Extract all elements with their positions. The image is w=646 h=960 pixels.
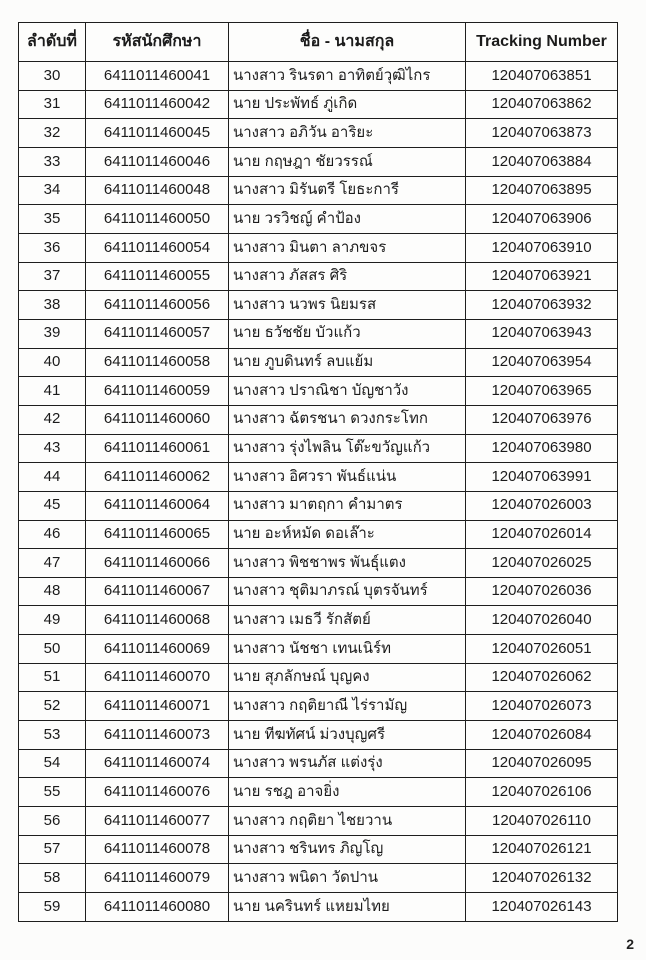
tracking-number-cell: 120407063954 [466, 348, 618, 377]
name-cell: นาย รชฎ อาจยิ่ง [229, 778, 466, 807]
tracking-number-cell: 120407063991 [466, 463, 618, 492]
tracking-number-cell: 120407026014 [466, 520, 618, 549]
header-tracking-number: Tracking Number [466, 23, 618, 62]
name-cell: นางสาว พรนภัส แต่งรุ่ง [229, 749, 466, 778]
name-cell: นาย ประพัทธ์ ภู่เกิด [229, 90, 466, 119]
tracking-number-cell: 120407026132 [466, 864, 618, 893]
student-id-cell: 6411011460071 [86, 692, 229, 721]
table-row [19, 778, 618, 807]
student-id-cell: 6411011460077 [86, 807, 229, 836]
student-id-cell: 6411011460067 [86, 577, 229, 606]
order-cell: 35 [19, 205, 86, 234]
table-header [19, 23, 618, 62]
name-cell: นาย ธวัชชัย บัวแก้ว [229, 319, 466, 348]
order-cell: 36 [19, 233, 86, 262]
order-cell: 33 [19, 147, 86, 176]
table-row [19, 319, 618, 348]
order-cell: 50 [19, 635, 86, 664]
name-cell: นางสาว ชุติมาภรณ์ บุตรจันทร์ [229, 577, 466, 606]
name-cell: นางสาว รินรดา อาทิตย์วุฒิไกร [229, 62, 466, 91]
tracking-number-cell: 120407063884 [466, 147, 618, 176]
student-id-cell: 6411011460070 [86, 663, 229, 692]
tracking-number-cell: 120407026143 [466, 893, 618, 922]
header-name: ชื่อ - นามสกุล [229, 23, 466, 62]
table-row [19, 176, 618, 205]
student-id-cell: 6411011460080 [86, 893, 229, 922]
order-cell: 46 [19, 520, 86, 549]
student-id-cell: 6411011460076 [86, 778, 229, 807]
table-row [19, 835, 618, 864]
student-id-cell: 6411011460066 [86, 549, 229, 578]
name-cell: นางสาว กฤติยาณี ไร่รามัญ [229, 692, 466, 721]
header-order: ลำดับที่ [19, 23, 86, 62]
student-id-cell: 6411011460062 [86, 463, 229, 492]
tracking-number-cell: 120407026062 [466, 663, 618, 692]
table-row [19, 635, 618, 664]
order-cell: 37 [19, 262, 86, 291]
table-row [19, 233, 618, 262]
student-id-cell: 6411011460045 [86, 119, 229, 148]
name-cell: นางสาว ชรินทร ภิญโญ [229, 835, 466, 864]
tracking-number-cell: 120407063862 [466, 90, 618, 119]
order-cell: 43 [19, 434, 86, 463]
table-row [19, 692, 618, 721]
tracking-number-cell: 120407026040 [466, 606, 618, 635]
student-id-cell: 6411011460048 [86, 176, 229, 205]
order-cell: 32 [19, 119, 86, 148]
name-cell: นางสาว มิรันตรี โยธะการี [229, 176, 466, 205]
order-cell: 44 [19, 463, 86, 492]
table-row [19, 606, 618, 635]
student-id-cell: 6411011460073 [86, 721, 229, 750]
tracking-number-cell: 120407026110 [466, 807, 618, 836]
name-cell: นาย สุภลักษณ์ บุญคง [229, 663, 466, 692]
tracking-number-cell: 120407063910 [466, 233, 618, 262]
table-row [19, 348, 618, 377]
tracking-number-cell: 120407026025 [466, 549, 618, 578]
header-row [19, 23, 618, 62]
name-cell: นาย ภูบดินทร์ ลบแย้ม [229, 348, 466, 377]
table-row [19, 262, 618, 291]
tracking-number-cell: 120407026084 [466, 721, 618, 750]
student-id-cell: 6411011460046 [86, 147, 229, 176]
name-cell: นางสาว พนิดา วัดปาน [229, 864, 466, 893]
name-cell: นางสาว มาตฤกา คำมาตร [229, 491, 466, 520]
table-row [19, 405, 618, 434]
name-cell: นางสาว ปราณิชา บัญชาวัง [229, 377, 466, 406]
table-row [19, 291, 618, 320]
tracking-number-cell: 120407063965 [466, 377, 618, 406]
tracking-number-cell: 120407026106 [466, 778, 618, 807]
table-row [19, 463, 618, 492]
student-id-cell: 6411011460079 [86, 864, 229, 893]
student-id-cell: 6411011460064 [86, 491, 229, 520]
table-row [19, 62, 618, 91]
tracking-number-cell: 120407063932 [466, 291, 618, 320]
order-cell: 56 [19, 807, 86, 836]
student-id-cell: 6411011460054 [86, 233, 229, 262]
table-body [19, 62, 618, 922]
order-cell: 34 [19, 176, 86, 205]
tracking-number-cell: 120407063976 [466, 405, 618, 434]
order-cell: 41 [19, 377, 86, 406]
order-cell: 55 [19, 778, 86, 807]
student-id-cell: 6411011460059 [86, 377, 229, 406]
table-row [19, 434, 618, 463]
student-id-cell: 6411011460042 [86, 90, 229, 119]
name-cell: นางสาว พิชชาพร พันธุ์แตง [229, 549, 466, 578]
name-cell: นางสาว ภัสสร ศิริ [229, 262, 466, 291]
order-cell: 42 [19, 405, 86, 434]
student-id-cell: 6411011460068 [86, 606, 229, 635]
student-id-cell: 6411011460065 [86, 520, 229, 549]
table-row [19, 520, 618, 549]
tracking-number-cell: 120407063943 [466, 319, 618, 348]
order-cell: 59 [19, 893, 86, 922]
student-id-cell: 6411011460041 [86, 62, 229, 91]
tracking-number-cell: 120407026121 [466, 835, 618, 864]
student-id-cell: 6411011460061 [86, 434, 229, 463]
order-cell: 39 [19, 319, 86, 348]
name-cell: นางสาว รุ่งไพลิน โต๊ะขวัญแก้ว [229, 434, 466, 463]
student-id-cell: 6411011460078 [86, 835, 229, 864]
name-cell: นาย กฤษฎา ชัยวรรณ์ [229, 147, 466, 176]
table-row [19, 119, 618, 148]
tracking-number-cell: 120407063873 [466, 119, 618, 148]
student-id-cell: 6411011460060 [86, 405, 229, 434]
table-row [19, 377, 618, 406]
student-id-cell: 6411011460074 [86, 749, 229, 778]
name-cell: นาย วรวิชญ์ คำป้อง [229, 205, 466, 234]
tracking-number-cell: 120407026036 [466, 577, 618, 606]
tracking-number-cell: 120407063851 [466, 62, 618, 91]
table-row [19, 147, 618, 176]
student-tracking-table [18, 22, 618, 922]
order-cell: 52 [19, 692, 86, 721]
table-row [19, 205, 618, 234]
order-cell: 45 [19, 491, 86, 520]
name-cell: นางสาว อิศวรา พันธ์แน่น [229, 463, 466, 492]
tracking-number-cell: 120407063906 [466, 205, 618, 234]
table-row [19, 864, 618, 893]
name-cell: นางสาว ฉัตรชนา ดวงกระโทก [229, 405, 466, 434]
tracking-number-cell: 120407026073 [466, 692, 618, 721]
order-cell: 53 [19, 721, 86, 750]
order-cell: 38 [19, 291, 86, 320]
table-row [19, 749, 618, 778]
order-cell: 47 [19, 549, 86, 578]
name-cell: นางสาว เมธวี รักสัตย์ [229, 606, 466, 635]
name-cell: นางสาว อภิวัน อาริยะ [229, 119, 466, 148]
table-row [19, 549, 618, 578]
table-row [19, 893, 618, 922]
table-row [19, 807, 618, 836]
name-cell: นางสาว นวพร นิยมรส [229, 291, 466, 320]
name-cell: นางสาว นัชชา เทนเนิร์ท [229, 635, 466, 664]
name-cell: นางสาว กฤติยา ไชยวาน [229, 807, 466, 836]
page-number: 2 [626, 936, 634, 952]
student-id-cell: 6411011460069 [86, 635, 229, 664]
table-row [19, 577, 618, 606]
order-cell: 40 [19, 348, 86, 377]
tracking-number-cell: 120407063980 [466, 434, 618, 463]
student-id-cell: 6411011460056 [86, 291, 229, 320]
tracking-number-cell: 120407026051 [466, 635, 618, 664]
order-cell: 30 [19, 62, 86, 91]
table-row [19, 663, 618, 692]
tracking-number-cell: 120407063895 [466, 176, 618, 205]
order-cell: 31 [19, 90, 86, 119]
student-id-cell: 6411011460050 [86, 205, 229, 234]
table-row [19, 721, 618, 750]
student-id-cell: 6411011460057 [86, 319, 229, 348]
name-cell: นาย นครินทร์ แหยมไทย [229, 893, 466, 922]
table-row [19, 491, 618, 520]
header-student-id: รหัสนักศึกษา [86, 23, 229, 62]
name-cell: นาย ทีฆทัศน์ ม่วงบุญศรี [229, 721, 466, 750]
order-cell: 48 [19, 577, 86, 606]
table-row [19, 90, 618, 119]
order-cell: 49 [19, 606, 86, 635]
name-cell: นาย อะห์หมัด ดอเล๊าะ [229, 520, 466, 549]
order-cell: 57 [19, 835, 86, 864]
order-cell: 51 [19, 663, 86, 692]
tracking-number-cell: 120407026003 [466, 491, 618, 520]
name-cell: นางสาว มินตา ลาภขจร [229, 233, 466, 262]
order-cell: 58 [19, 864, 86, 893]
order-cell: 54 [19, 749, 86, 778]
tracking-number-cell: 120407063921 [466, 262, 618, 291]
tracking-number-cell: 120407026095 [466, 749, 618, 778]
student-id-cell: 6411011460058 [86, 348, 229, 377]
student-id-cell: 6411011460055 [86, 262, 229, 291]
